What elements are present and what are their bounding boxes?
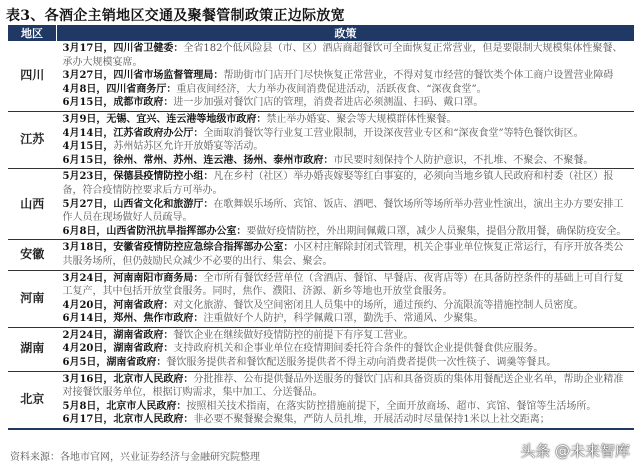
policy-entry	[63, 342, 631, 356]
region-cell: 安徽	[8, 240, 57, 270]
policy-table	[8, 25, 634, 430]
policy-date-issuer: 6月8日，山西省防汛抗旱指挥部办公室：	[62, 225, 247, 237]
policy-entry	[63, 96, 631, 110]
policy-text: 全市所有餐饮经营单位（含酒店、餐馆、早餐店、夜宵店等）在具备防控条件的基础上可自行复工复产，其中包括开放堂食服务。同时，焦作、濮阳、济源、新乡等地也开放堂食服务。	[62, 272, 624, 298]
policy-date-issuer: 3月24日，河南南阳市商务局：	[62, 272, 204, 284]
policy-entry	[63, 373, 631, 400]
policy-entry	[63, 69, 631, 83]
region-cell: 北京	[8, 371, 57, 429]
policy-date-issuer: 4月20日，河南省政府：	[62, 299, 174, 311]
policy-entry	[63, 312, 631, 326]
policy-text: 进一步加强对餐饮门店的管理，消费者进店必须测温、扫码、戴口罩。	[173, 97, 484, 109]
policy-entry	[63, 329, 631, 343]
region-cell: 江苏	[8, 111, 57, 168]
policy-entry	[63, 299, 631, 313]
table-header-row	[8, 25, 634, 41]
policy-cell	[57, 270, 635, 327]
header-region: 地区	[8, 25, 57, 41]
policy-entry	[63, 400, 631, 414]
policy-cell	[57, 169, 635, 240]
policy-entry	[63, 42, 631, 69]
policy-text: 餐饮服务提供者和餐饮配送服务提供者不得主动向消费者提供一次性筷子、调羹等餐具。	[166, 357, 557, 369]
policy-text: 帮助街市门店开门尽快恢复正常营业，不得对复市经营的餐饮类个体工商户设置营业障碍	[223, 70, 614, 82]
policy-cell	[57, 327, 635, 371]
watermark: 头条 @未来智库	[520, 442, 630, 460]
policy-entry	[63, 198, 631, 225]
policy-entry	[63, 140, 631, 154]
policy-cell	[57, 240, 635, 270]
policy-text: 要做好疫情防控，外出期间佩戴口罩，减少人员聚集，提倡分散用餐，确保防疫安全。	[246, 225, 627, 237]
policy-text: 分批推荐、公布提供餐品外送服务的餐饮门店和具备资质的集体用餐配送企业名单，帮助企业精准对接餐饮服务单位，根据订购需求，集中加工、分送餐品。	[62, 373, 624, 399]
policy-text: 支持政府机关和企事业单位在疫情期间委托符合条件的餐饮企业提供餐食供应服务。	[173, 343, 544, 355]
policy-cell	[57, 111, 635, 168]
policy-entry	[63, 113, 631, 127]
policy-date-issuer: 3月27日，四川省市场监督管理局：	[62, 70, 224, 82]
table-row	[8, 371, 634, 429]
policy-text: 全省182个低风险县（市、区）酒店商超餐饮可全面恢复正常营业，但是要限制大规模集体性聚餐、承办大规模宴席。	[62, 43, 623, 68]
policy-text: 市民要时刻保持个人防护意识，不扎堆、不聚会、不聚餐。	[333, 154, 594, 166]
policy-text: 小区村庄解除封闭式管理，机关企事业单位恢复正常运行，有序开放各类公共服务场所，但仍鼓励民众减少不必要的出行、集会、聚会。	[62, 242, 624, 267]
policy-date-issuer: 6月14日，郑州、焦作市政府：	[62, 313, 204, 325]
policy-entry	[63, 225, 631, 239]
table-row	[8, 169, 634, 240]
policy-text: 按照相关技术指南，在落实防控措施前提下，全面开放商场、超市、宾馆、餐馆等生活场所。	[186, 400, 597, 412]
policy-text: 在歌舞娱乐场所、宾馆、饭店、酒吧、餐饮场所等场所举办营业性演出，演出主办方要安排工作人员在现场做好人员疏导。	[62, 198, 624, 224]
policy-entry	[63, 83, 631, 97]
policy-text: 餐饮企业在继续做好疫情防控的前提下有序复工营业。	[173, 329, 414, 341]
region-cell: 河南	[8, 270, 57, 327]
table-row	[8, 111, 634, 168]
policy-entry	[63, 241, 631, 268]
policy-date-issuer: 6月5日，湖南省政府：	[62, 357, 167, 369]
header-policy: 政策	[57, 25, 635, 41]
table-title: 表3、各酒企主销地区交通及聚餐管制政策正边际放宽	[6, 8, 345, 24]
policy-date-issuer: 3月9日，无锡、宜兴、连云港等地级市政府：	[62, 113, 267, 125]
policy-text: 全面取消餐饮等行业复工营业限制，开设深夜营业专区和“深夜食堂”等特色餐饮街区。	[203, 127, 584, 139]
policy-date-issuer: 4月15日，	[62, 141, 114, 153]
policy-text: 禁止举办婚宴、聚会等大规模群体性聚餐。	[266, 113, 457, 125]
policy-date-issuer: 5月27日，山西省文化和旅游厅：	[62, 198, 214, 210]
policy-cell	[57, 41, 635, 111]
table-row	[8, 240, 634, 270]
policy-date-issuer: 4月14日，江苏省政府办公厅：	[62, 127, 204, 139]
table-row	[8, 327, 634, 371]
policy-date-issuer: 3月16日，北京市人民政府：	[62, 373, 194, 385]
policy-text: 注重做好个人防护，科学佩戴口罩，勤洗手、常通风、少聚集。	[203, 313, 484, 325]
policy-date-issuer: 5月23日，保德县疫情防控小组：	[62, 171, 214, 183]
region-cell: 四川	[8, 41, 57, 111]
region-cell: 湖南	[8, 327, 57, 371]
policy-date-issuer: 4月20日，湖南省政府：	[62, 343, 174, 355]
policy-date-issuer: 3月17日，四川省卫健委：	[62, 43, 184, 54]
policy-date-issuer: 6月15日，成都市政府：	[62, 97, 174, 109]
region-cell: 山西	[8, 169, 57, 240]
policy-entry	[63, 356, 631, 370]
policy-text: 非必要不聚餐聚会聚集，严防人员扎堆，开展活动时尽量保持1米以上社交距离；	[193, 414, 550, 426]
policy-text: 凡在乡村（社区）举办婚丧嫁娶等红白事宴的，必须向当地乡镇人民政府和村委（社区）报备，符合疫情防控要求后方可举办。	[62, 171, 614, 196]
policy-entry	[63, 170, 631, 197]
policy-entry	[63, 154, 631, 168]
policy-text: 对文化旅游、餐饮及空间密闭且人员集中的场所，通过预约、分流限流等措施控制人员密度。	[173, 299, 584, 311]
table-row	[8, 41, 634, 111]
policy-entry	[63, 413, 631, 427]
policy-date-issuer: 6月17日，北京市人民政府：	[62, 414, 194, 426]
policy-date-issuer: 3月18日，安徽省疫情防控应急综合指挥部办公室：	[62, 242, 294, 254]
policy-text: 苏州姑苏区允许开放婚宴等活动。	[113, 141, 264, 153]
policy-text: 重启夜间经济，大力举办夜间消费促进活动，活跃夜食、“深夜食堂”。	[176, 83, 487, 95]
policy-date-issuer: 5月8日，北京市人民政府：	[62, 400, 187, 412]
policy-date-issuer: 6月15日，徐州、常州、苏州、连云港、扬州、泰州市政府：	[62, 154, 334, 166]
policy-cell	[57, 371, 635, 429]
source-note: 资料来源：各地市官网，兴业证券经济与金融研究院整理	[10, 452, 260, 463]
policy-entry	[63, 127, 631, 141]
table-row	[8, 270, 634, 327]
policy-entry	[63, 272, 631, 299]
policy-date-issuer: 4月8日，四川省商务厅：	[62, 83, 177, 95]
policy-date-issuer: 2月24日，湖南省政府：	[62, 329, 174, 341]
